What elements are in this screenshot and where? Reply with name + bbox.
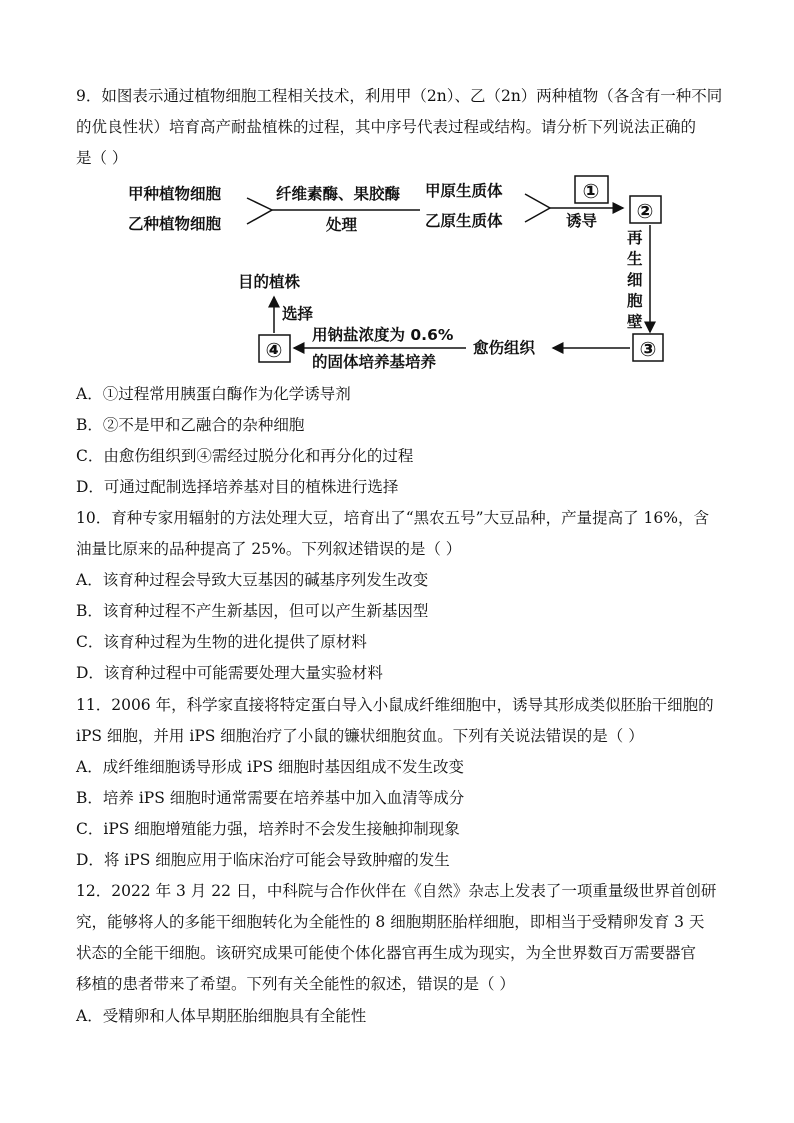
wall-char-4: 胞 — [627, 292, 643, 310]
q9-stem-line3: 是（ ） — [76, 149, 128, 167]
q12-stem-line3: 状态的全能干细胞。该研究成果可能使个体化器官再生成为现实，为全世界数百万需要器官 — [76, 944, 697, 962]
protoplast-a-label: 甲原生质体 — [425, 182, 503, 200]
q11-option-b[interactable]: B．培养 iPS 细胞时通常需要在培养基中加入血清等成分 — [76, 789, 465, 807]
box-1-label: ① — [582, 179, 600, 203]
cell-b-label: 乙种植物细胞 — [128, 215, 222, 233]
q9-stem-line2: 的优良性状）培育高产耐盐植株的过程，其中序号代表过程或结构。请分析下列说法正确的 — [76, 118, 697, 136]
box-4-label: ④ — [265, 338, 283, 362]
q12-stem-line2: 究，能够将人的多能干细胞转化为全能性的 8 细胞期胚胎样细胞，即相当于受精卵发育 3 天 — [76, 913, 705, 931]
wall-char-5: 壁 — [627, 313, 643, 331]
q12-stem-line1: 12．2022 年 3 月 22 日，中科院与合作伙伴在《自然》杂志上发表了一项重量级世界首创研 — [76, 882, 717, 900]
box-3-label: ③ — [639, 337, 657, 361]
q11-stem-line2: iPS 细胞，并用 iPS 细胞治疗了小鼠的镰状细胞贫血。下列有关说法错误的是（ ） — [76, 727, 644, 745]
q10-option-d[interactable]: D．该育种过程中可能需要处理大量实验材料 — [76, 664, 383, 682]
q11-option-d[interactable]: D．将 iPS 细胞应用于临床治疗可能会导致肿瘤的发生 — [76, 851, 450, 869]
q10-stem-line1: 10．育种专家用辐射的方法处理大豆，培育出了“黑农五号”大豆品种，产量提高了 16%，含 — [76, 509, 709, 527]
protoplast-b-label: 乙原生质体 — [425, 212, 503, 230]
q10-stem-line2: 油量比原来的品种提高了 25%。下列叙述错误的是（ ） — [76, 540, 462, 558]
select-label: 选择 — [282, 305, 314, 323]
q9-process-diagram — [0, 168, 794, 378]
wall-char-2: 生 — [627, 250, 643, 268]
medium-label-1: 用钠盐浓度为 0.6% — [312, 326, 454, 344]
q11-stem-line1: 11．2006 年，科学家直接将特定蛋白导入小鼠成纤维细胞中，诱导其形成类似胚胎干细胞的 — [76, 696, 714, 714]
wall-char-3: 细 — [627, 271, 643, 289]
q9-option-d[interactable]: D．可通过配制选择培养基对目的植株进行选择 — [76, 478, 399, 496]
induce-label: 诱导 — [566, 212, 598, 230]
q9-option-c[interactable]: C．由愈伤组织到④需经过脱分化和再分化的过程 — [76, 447, 414, 465]
q9-stem-line1: 9．如图表示通过植物细胞工程相关技术，利用甲（2n）、乙（2n）两种植物（各含有一种不同 — [76, 87, 723, 105]
enzyme-label: 纤维素酶、果胶酶 — [276, 185, 401, 203]
medium-label-2: 的固体培养基培养 — [312, 353, 437, 371]
q9-option-a[interactable]: A．①过程常用胰蛋白酶作为化学诱导剂 — [76, 385, 351, 403]
q10-option-a[interactable]: A．该育种过程会导致大豆基因的碱基序列发生改变 — [76, 571, 429, 589]
q10-option-c[interactable]: C．该育种过程为生物的进化提供了原材料 — [76, 633, 367, 651]
q11-option-c[interactable]: C．iPS 细胞增殖能力强，培养时不会发生接触抑制现象 — [76, 820, 460, 838]
q11-option-a[interactable]: A．成纤维细胞诱导形成 iPS 细胞时基因组成不发生改变 — [76, 758, 465, 776]
merge-bracket-1 — [247, 198, 272, 224]
q12-option-a[interactable]: A．受精卵和人体早期胚胎细胞具有全能性 — [76, 1007, 367, 1025]
merge-bracket-2 — [525, 194, 550, 222]
box-2-label: ② — [636, 199, 654, 223]
wall-char-1: 再 — [627, 229, 643, 247]
q10-option-b[interactable]: B．该育种过程不产生新基因，但可以产生新基因型 — [76, 602, 429, 620]
q9-option-b[interactable]: B．②不是甲和乙融合的杂种细胞 — [76, 416, 305, 434]
process-label: 处理 — [326, 216, 358, 234]
cell-a-label: 甲种植物细胞 — [128, 185, 222, 203]
callus-label: 愈伤组织 — [473, 339, 536, 357]
target-plant-label: 目的植株 — [238, 273, 301, 291]
q12-stem-line4: 移植的患者带来了希望。下列有关全能性的叙述，错误的是（ ） — [76, 975, 515, 993]
